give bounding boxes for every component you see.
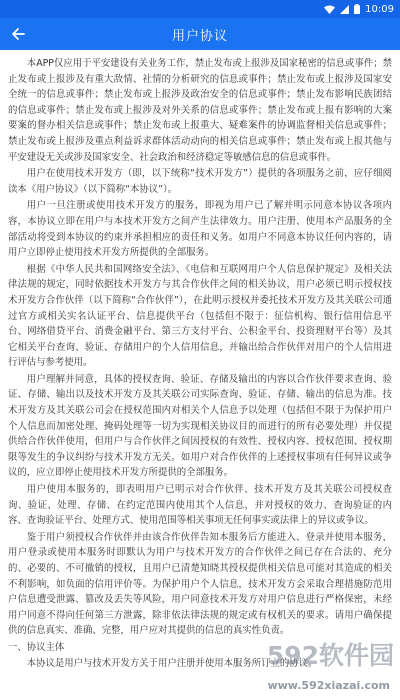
watermark-logo-text: 592软件园 [266,641,394,670]
agreement-paragraph: 本APP仅应用于平安建设有关业务工作，禁止发布或上报涉及国家秘密的信息或事件；禁止发布或上报涉及有重大敌情、社情的分析研究的信息或事件；禁止发布或上报涉及国家安全统一的信息或事件；禁止发布或上报涉及政治安全的信息或事件；禁止发布影响民族团结的信息或事件；禁止发布或上报涉及对外关系的信息或事件；禁止发布或上报有影响的大案要案的督办相关信息或事件；禁止发布或上报重大、疑难案件的协调监督相关信息或事件；禁止发布或上报涉及重点利益诉求群体活动动向的相关信息或事件；禁止发布或上报其他与平安建设无关或涉及国家安全、社会政治和经济稳定等敏感信息的信息或事件。 [8,58,392,163]
agreement-paragraph: 用户理解并同意，具体的授权查询、验证、存储及输出的内容以合作伙伴要求查询、验证、存储、输出以及技术开发方及其关联公司实际查询、验证、存储、输出的信息为准。技术开发方及其关联公司会在授权范围内对相关个人信息予以处理（包括但不限于为保护用户个人信息而加密处理、掩码处理等一切为实现相关协议目的而进行的所有必要处理）并仅提供给合作伙伴使用，但用户与合作伙伴之间因授权的有效性、授权内容、授权范围、授权期限等发生的争议纠纷与技术开发方无关。如用户对合作伙伴的上述授权事项有任何异议或争议的，应立即停止使用技术开发方所提供的全部服务。 [8,373,392,479]
battery-icon [354,4,360,14]
section-body: 本协议是用户与技术开发方关于用户注册并使用本服务所订立的协议。 [26,657,318,669]
status-bar [0,0,400,18]
app-bar [0,18,400,50]
agreement-paragraph: 用户使用本服务的，即表明用户已明示对合作伙伴、技术开发方及其关联公司授权查询、验证、处理、存储、在约定范围内使用其个人信息，并对授权的效力、查询验证的内容、查询验证平台、处理方式、使用范围等相关事项无任何事实或法律上的异议或争议。 [8,484,392,527]
agreement-paragraph: 鉴于用户须授权合作伙伴并由该合作伙伴告知本服务后方能进入、登录并使用本服务，用户登录或使用本服务时即默认为用户与技术开发方的合作伙伴之间已存在合法的、充分的、必要的、不可撤销的授权，且用户已清楚知晓其授权提供相关信息可能对其造成的相关不利影响，如负面的信用评价等。为保护用户个人信息，技术开发方会采取合理措施防范用户信息遭受泄露、篡改及丢失等风险，用户同意技术开发方对用户信息进行严格保密，未经用户同意不得向任何第三方泄露，除非依法律法规的规定或有权机关的要求。请用户确保提供的信息真实、准确、完整，用户应对其提供的信息的真实性负责。 [8,531,392,637]
agreement-content[interactable] [0,50,400,700]
agreement-paragraph: 用户在使用技术开发方（即，以下统称“技术开发方”）提供的各项服务之前，应仔细阅读本《用户协议》（以下简称“本协议”）。 [8,168,392,195]
back-button[interactable] [6,22,30,46]
signal-icon [340,5,349,14]
arrow-left-icon [11,27,25,41]
agreement-paragraph: 用户一旦注册或使用技术开发方的服务，即视为用户已了解并明示同意本协议各项内容，本协议立即在用户与本技术开发方之间产生法律效力。用户注册、使用本产品服务的全部活动将受到本协议的约束并承担相应的责任和义务。如用户不同意本协议任何内容的，请用户立即停止使用技术开发方所提供的全部服务。 [8,200,392,259]
watermark-url: www.592xiazai.com [267,679,390,692]
page-title: 用户协议 [171,28,228,44]
agreement-paragraph: 根据《中华人民共和国网络安全法》、《电信和互联网用户个人信息保护规定》及相关法律法规的规定，同时依据技术开发方与其合作伙伴之间的相关协议，用户必须已明示授权技术开发方合作伙伴（以下简称“合作伙伴”），在此明示授权并委托技术开发方及其关联公司通过官方或相关实名认证平台、信息提供平台（包括但不限于：征信机构、银行信用信息平台、网络借贷平台、消费金融平台、第三方支付平台、公积金平台、投资理财平台等）及其它相关平台查询、验证、存储用户的个人信用信息，并输出给合作伙伴对用户的个人信用进行评估与参考使用。 [8,263,392,369]
wifi-icon [324,5,335,14]
section-heading: 一、协议主体 [8,641,65,653]
status-time: 10:09 [365,3,394,15]
